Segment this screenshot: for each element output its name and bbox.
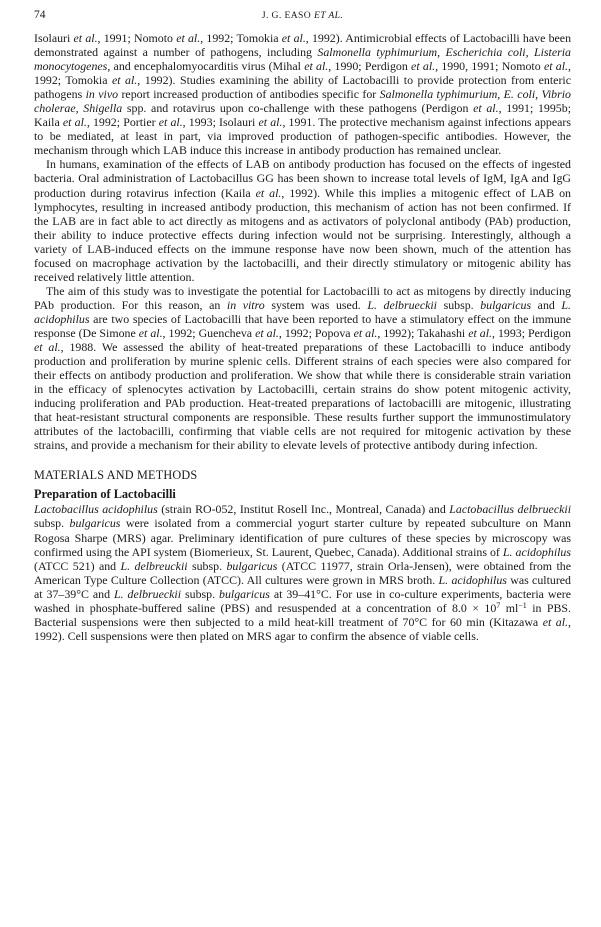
text-run: system was used. (264, 297, 368, 312)
running-head-etal: ET AL. (313, 10, 344, 21)
text-run: subsp. (34, 516, 70, 531)
italic-run: L. delbrueckii (114, 586, 182, 601)
italic-run: L. acidophilus (502, 544, 572, 559)
italic-run: L. delbrueckii (367, 297, 437, 312)
text-run: , 1993; Isolauri (182, 115, 259, 130)
intro-paragraph-2 (34, 157, 571, 283)
text-run: and (531, 297, 562, 312)
body-text (34, 31, 571, 643)
text-run: , 1992; Guencheva (162, 325, 256, 340)
superscript: 7 (496, 600, 501, 610)
italic-run: et al. (473, 101, 499, 116)
italic-run: et al. (468, 325, 492, 340)
italic-run: Lactobacillus acidophilus (34, 502, 158, 517)
page-number: 74 (34, 9, 46, 21)
italic-run: Salmonella typhimurium, Escherichia coli, Listeria monocytogenes (34, 45, 571, 74)
italic-run: bulgaricus (219, 586, 270, 601)
italic-run: bulgaricus (480, 297, 532, 312)
italic-run: et al. (353, 325, 378, 340)
text-run: ml (500, 600, 519, 615)
text-run: , 1992; Portier (86, 115, 159, 130)
italic-run: et al. (542, 614, 569, 629)
text-run: in PBS. Bacterial suspensions were then subjected to a mild heat-kill treatment of 70°C for 60 min (Kitazawa (34, 600, 571, 629)
text-run: , 1993; Perdigon (491, 325, 571, 340)
text-run: , and encephalomyocarditis virus (Mihal (107, 59, 305, 74)
section-heading: MATERIALS AND METHODS (34, 468, 198, 483)
text-run: , 1992; Popova (278, 325, 354, 340)
text-run: The aim of this study was to investigate the potential for Lactobacilli to act as mitogens by directly inducing PAb production. For this reason, an (34, 283, 571, 312)
italic-run: bulgaricus (69, 516, 121, 531)
italic-run: Lactobacillus delbrueckii (449, 502, 572, 517)
text-run: subsp. (437, 297, 481, 312)
text-run: report increased production of antibodies specific for (118, 87, 380, 102)
text-run: , 1992). Antimicrobial effects of Lactobacilli have been demonstrated against a number of pathogens, including (34, 31, 572, 60)
italic-run: et al. (255, 185, 282, 200)
text-run: , 1990, 1991; Nomoto (435, 59, 544, 74)
text-run: , 1990; Perdigon (328, 59, 412, 74)
italic-run: et al. (281, 31, 306, 45)
italic-run: et al. (304, 59, 329, 74)
subsection-heading: Preparation of Lactobacilli (34, 487, 176, 502)
italic-run: et al. (255, 325, 279, 340)
text-run: , 1992). Studies examining the ability of Lactobacilli to provide protection from enteric pathogens (34, 73, 571, 102)
intro-paragraph-1 (34, 31, 571, 157)
italic-run: et al. (62, 115, 87, 130)
text-run: , 1992); Takahashi (377, 325, 469, 340)
text-run: In humans, examination of the effects of LAB on antibody production has focused on the effects of ingested bacteria. Oral administration of Lactobacillus GG has been shown to increase total levels of IgM, IgA and IgG production during rotavirus infection (Kaila (34, 157, 571, 200)
italic-run: L. delbreuckii (120, 558, 188, 573)
italic-run: in vitro (226, 297, 265, 312)
text-run: , 1992; Tomokia (34, 59, 571, 88)
text-run: Isolauri (34, 31, 74, 45)
italic-run: et al. (73, 31, 98, 45)
text-run: (strain RO-052, Institut Rosell Inc., Montreal, Canada) and (157, 502, 450, 517)
text-run: , 1992). Cell suspensions were then plated on MRS agar to confirm the absence of viable cells. (34, 614, 571, 643)
italic-run: L. acidophilus (438, 572, 507, 587)
methods-paragraph (34, 502, 571, 642)
italic-run: et al. (176, 31, 201, 45)
italic-run: Salmonella typhimurium, E. coli, Vibrio cholerae, Shigella (34, 87, 572, 116)
running-head (34, 10, 571, 21)
italic-run: bulgaricus (226, 558, 278, 573)
page-header (34, 9, 571, 25)
text-run: , 1991; Nomoto (97, 31, 177, 45)
text-run: (ATCC 521) and (34, 558, 121, 573)
running-head-authors: J. G. EASO (261, 10, 312, 21)
italic-run: et al. (34, 340, 61, 355)
text-run: subsp. (187, 558, 227, 573)
italic-run: et al. (138, 325, 163, 340)
text-run: , 1991; 1995b; Kaila (34, 101, 571, 130)
text-run: were isolated from a commercial yogurt starter culture by repeated subculture on Mann Rogosa Sharpe (MRS) agar. Preliminary identification of pure cultures of these species by microscopy was confirmed using the API system (Biomerieux, St. Laurent, Quebec, Canada). Additional strains of (34, 516, 572, 559)
text-run: , 1988. We assessed the ability of heat-treated preparations of these Lactobacilli to induce antibody production and proliferation by murine splenic cells. Different strains of each species were also compared for their effects on antibody production and proliferation. We show that while there is considerable strain variation in the efficacy of splenocytes activation by Lactobacilli, certain strains do show potent mitogenic activity, inducing proliferation and PAb production. Heat-treated preparations of lactobacilli are mitogenic, illustrating that heat-resistant structural components are responsible. These results further support the immunostimulatory attributes of the lactobacilli, confirming that viable cells are not required for mitogenic activation by these strains, and provide a mechanism for their ability to elevate levels of protective antibody during infection. (34, 340, 571, 453)
text-run: , 1991. The protective mechanism against infections appears to be mediated, at least in part, via improved production of pathogen-specific antibodies. However, the mechanism through which LAB induce this increase in antibody production has remained unclear. (34, 115, 571, 158)
text-run: are two species of Lactobacilli that have been reported to have a stimulatory effect on the immune response (De Simone (34, 311, 571, 340)
italic-run: et al. (543, 59, 568, 74)
text-run: subsp. (181, 586, 220, 601)
text-run: (ATCC 11977, strain Orla-Jensen), were obtained from the American Type Culture Collection (ATCC). All cultures were grown in MRS broth. (34, 558, 571, 587)
superscript: −1 (518, 600, 527, 610)
italic-run: et al. (158, 115, 183, 130)
italic-run: et al. (111, 73, 138, 88)
text-run: , 1992; Tomokia (200, 31, 282, 45)
text-run: was cultured at 37–39°C and (34, 572, 572, 601)
italic-run: in vivo (85, 87, 119, 102)
italic-run: et al. (411, 59, 436, 74)
text-run: spp. and rotavirus upon co-challenge with these pathogens (Perdigon (122, 101, 474, 116)
italic-run: L. acidophilus (34, 297, 572, 326)
intro-paragraph-3 (34, 284, 571, 453)
italic-run: et al. (258, 115, 283, 130)
text-run: at 39–41°C. For use in co-culture experiments, bacteria were washed in phosphate-buffered saline (PBS) and resuspended at a concentration of 8.0 × 10 (34, 586, 572, 615)
text-run: , 1992). While this implies a mitogenic effect of LAB on lymphocytes, resulting in increased antibody production, this mechanism of action has not been confirmed. If the LAB are in fact able to act directly as mitogens and as activators of polyclonal antibody (PAb) production, their ability to induce protective effects during infection would not be surprising. Interestingly, although a variety of LAB-induced effects on the immune response have now been shown, much of the attention has focused on macrophage activation by the lactobacilli, and their directly stimulatory or mitogenic ability has received relatively little attention. (34, 185, 572, 284)
